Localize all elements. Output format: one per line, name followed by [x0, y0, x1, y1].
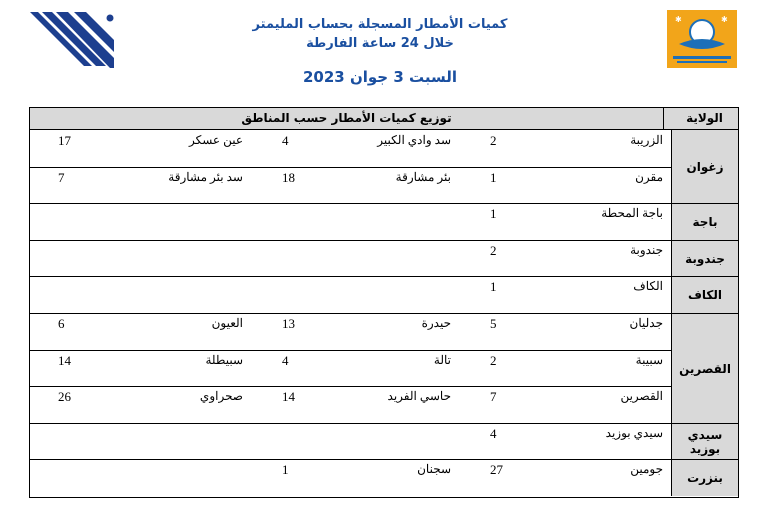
place-name: مقرن: [635, 169, 663, 184]
place-name: سد بئر مشارقة: [168, 169, 243, 184]
rainfall-value: 6: [58, 316, 65, 331]
rainfall-table: [29, 107, 739, 498]
place-name: جومين: [630, 462, 663, 477]
row-divider: [30, 386, 673, 387]
group-divider: [30, 459, 673, 460]
rainfall-value: 4: [282, 133, 289, 148]
place-name: سيدي بوزيد: [605, 425, 663, 440]
rainfall-value: 1: [490, 169, 497, 185]
place-name: باجة المحطة: [601, 206, 663, 221]
rainfall-value: 7: [58, 169, 65, 185]
place-name: حيدرة: [421, 316, 451, 330]
place-name: جندوبة: [630, 242, 663, 257]
rainfall-value: 7: [490, 389, 497, 405]
row-divider: [30, 167, 673, 168]
rainfall-value: 13: [282, 316, 295, 331]
wilaya-column-header: الولاية: [686, 111, 723, 125]
svg-text:✱: ✱: [721, 15, 728, 24]
rainfall-value: 14: [282, 389, 295, 405]
place-name: الزريبة: [630, 133, 663, 147]
wilaya-name: جندوبة: [671, 240, 738, 277]
rainfall-value: 4: [282, 352, 289, 368]
wilaya-name: القصرين: [671, 313, 738, 423]
rainfall-value: 14: [58, 352, 71, 368]
place-name: بئر مشارقة: [395, 169, 451, 184]
place-name: سبيبة: [635, 352, 663, 367]
table-header: [30, 108, 738, 130]
rainfall-value: 2: [490, 133, 497, 148]
group-divider: [30, 203, 673, 204]
report-subtitle: خلال 24 ساعة الفارطة: [306, 36, 454, 51]
rainfall-value: 4: [490, 425, 497, 441]
group-divider: [30, 313, 673, 314]
rainfall-value: 2: [490, 242, 497, 258]
rainfall-value: 1: [490, 279, 497, 295]
svg-text:✱: ✱: [675, 15, 682, 24]
rainfall-value: 1: [282, 462, 289, 478]
place-name: تالة: [433, 352, 451, 367]
place-name: سد وادي الكبير: [377, 133, 451, 147]
place-name: العيون: [211, 316, 243, 330]
place-name: جدليان: [629, 316, 663, 330]
wilaya-name: الكاف: [671, 276, 738, 313]
report-date: السبت 3 جوان 2023: [302, 68, 458, 86]
group-divider: [30, 276, 673, 277]
place-name: صحراوي: [199, 389, 243, 404]
group-divider: [30, 240, 673, 241]
report-title: كميات الأمطار المسجلة بحساب المليمتر: [252, 17, 508, 32]
wilaya-name: بنزرت: [671, 459, 738, 496]
rainfall-value: 5: [490, 316, 497, 331]
place-name: حاسي الفريد: [387, 389, 451, 404]
place-name: القصرين: [620, 389, 663, 404]
row-divider: [30, 350, 673, 351]
rainfall-value: 2: [490, 352, 497, 368]
left-logo: [30, 8, 115, 70]
rainfall-value: 18: [282, 169, 295, 185]
zones-column-header: توزيع كميات الأمطار حسب المناطق: [30, 108, 664, 129]
inm-logo: [667, 10, 737, 68]
rainfall-value: 26: [58, 389, 71, 405]
rainfall-value: 17: [58, 133, 71, 148]
place-name: الكاف: [633, 279, 663, 294]
wilaya-name: باجة: [671, 203, 738, 240]
place-name: سجنان: [417, 462, 451, 477]
wilaya-name: سيدي بوزيد: [671, 423, 738, 460]
place-name: سبيطلة: [205, 352, 243, 367]
rainfall-value: 1: [490, 206, 497, 222]
place-name: عين عسكر: [188, 133, 243, 147]
wilaya-name: زغوان: [671, 130, 738, 203]
rainfall-value: 27: [490, 462, 503, 478]
group-divider: [30, 423, 673, 424]
